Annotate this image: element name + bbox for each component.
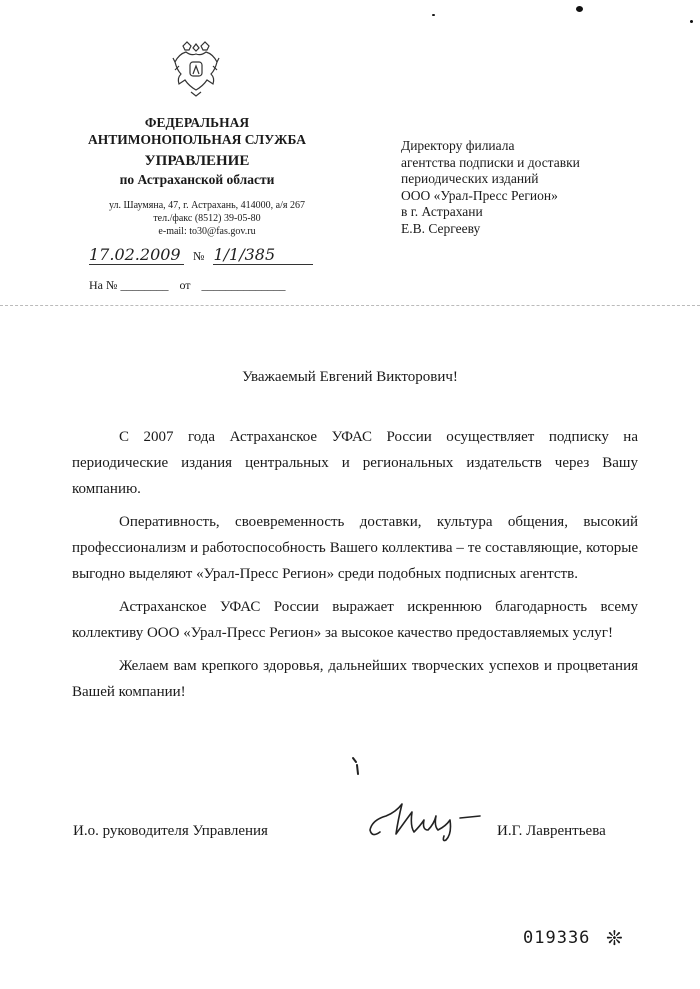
handwritten-signature [362, 790, 492, 850]
paragraph: Астраханское УФАС России выражает искреннюю благодарность всему коллективу ООО «Урал-Пресс Регион» за высокое качество предоставляемых услуг! [72, 599, 638, 641]
scan-speck [432, 14, 435, 16]
recipient-block [401, 138, 580, 237]
department-title: УПРАВЛЕНИЕ [144, 153, 250, 169]
registration-line [89, 245, 313, 265]
address: ул. Шаумяна, 47, г. Астрахань, 414000, а/я 267 [108, 200, 305, 211]
department-region: по Астраханской области [119, 172, 275, 187]
ref-blank: ________ [120, 278, 169, 292]
fold-line [0, 305, 700, 306]
number-label: № [193, 249, 205, 263]
reference-line [89, 278, 286, 293]
recipient-line: в г. Астрахани [401, 204, 483, 219]
signatory-name: И.Г. Лаврентьева [497, 823, 606, 839]
ornament-mark: ❊ [606, 926, 623, 950]
from-label: от [179, 278, 191, 292]
paragraph: С 2007 года Астраханское УФАС России осуществляет подписку на периодические издания центральных и региональных издательств через Вашу компанию. [72, 429, 638, 497]
phone: тел./факс (8512) 39-05-80 [153, 213, 261, 224]
ink-mark-icon [350, 756, 364, 776]
org-name-line1: ФЕДЕРАЛЬНАЯ [144, 115, 250, 130]
registration-date: 17.02.2009 [89, 245, 184, 265]
scan-speck [576, 6, 583, 12]
recipient-line: Директору филиала [401, 138, 515, 153]
recipient-line: Е.В. Сергееву [401, 220, 481, 236]
document-serial-number: 019336 [523, 928, 591, 948]
ref-label: На № [89, 278, 118, 292]
from-blank: ______________ [201, 278, 286, 292]
org-name-line2: АНТИМОНОПОЛЬНАЯ СЛУЖБА [88, 132, 306, 147]
letter-body [72, 424, 638, 712]
coat-of-arms-icon [171, 40, 221, 98]
scan-speck [690, 20, 693, 23]
recipient-line: ООО «Урал-Пресс Регион» [401, 187, 558, 203]
email: e-mail: to30@fas.gov.ru [158, 226, 256, 237]
salutation: Уважаемый Евгений Викторович! [242, 369, 458, 385]
paragraph: Оперативность, своевременность доставки, культура общения, высокий профессионализм и работоспособность Вашего коллектива – те составляющие, которые выгодно выделяют «Урал-Пресс Регион» среди подобных подписных агентств. [72, 514, 638, 582]
signatory-title: И.о. руководителя Управления [73, 823, 268, 839]
registration-number: 1/1/385 [213, 245, 313, 265]
paragraph: Желаем вам крепкого здоровья, дальнейших творческих успехов и процветания Вашей компании! [72, 658, 638, 700]
recipient-line: агентства подписки и доставки [401, 154, 580, 170]
recipient-line: периодических изданий [401, 171, 539, 186]
